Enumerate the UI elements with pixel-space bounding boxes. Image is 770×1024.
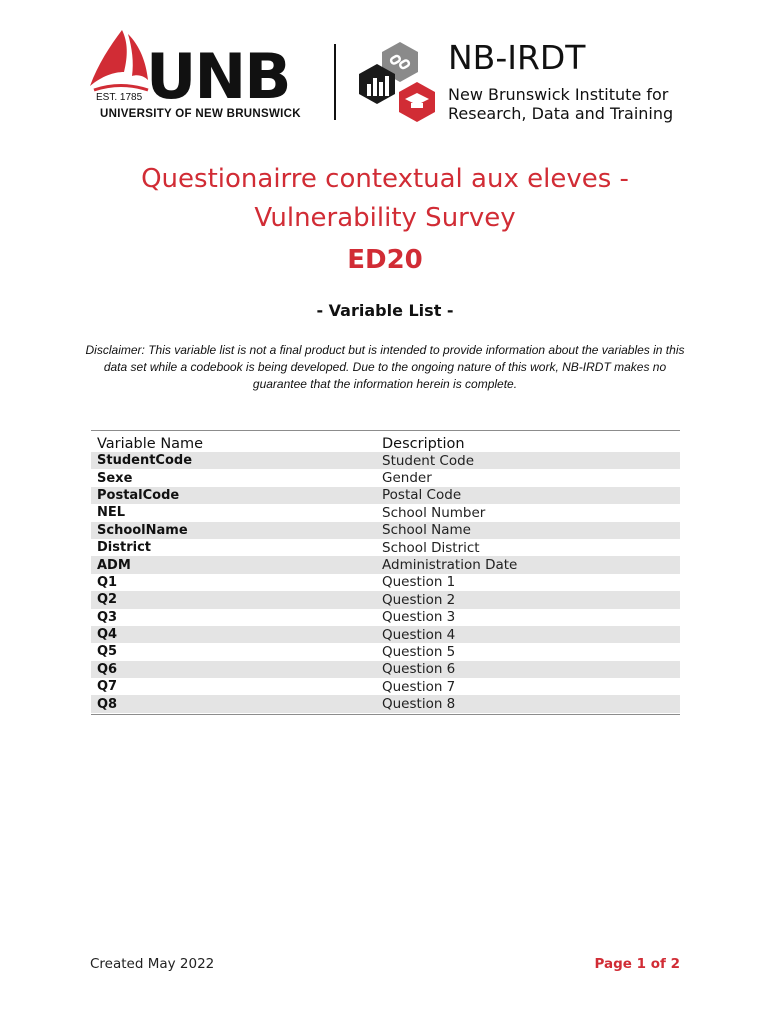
table-row [91, 522, 680, 539]
table-row [91, 609, 680, 626]
description-cell: Question 8 [382, 696, 456, 713]
unb-wordmark: UNB [146, 40, 290, 113]
page-number: Page 1 of 2 [594, 956, 680, 972]
description-cell: School District [382, 539, 480, 556]
description-cell: Question 4 [382, 626, 456, 643]
variable-name-cell: Q5 [97, 644, 118, 660]
description-cell: Question 6 [382, 661, 456, 678]
table-row [91, 539, 680, 556]
table-row [91, 661, 680, 678]
created-date: Created May 2022 [90, 956, 215, 972]
variable-name-cell: Q7 [97, 679, 118, 695]
document-title-line2: Vulnerability Survey [254, 203, 516, 233]
table-row [91, 504, 680, 521]
variable-table [91, 430, 680, 715]
nbirdt-full-name [448, 85, 673, 123]
variable-name-cell: NEL [97, 505, 126, 521]
nbirdt-name-line1: New Brunswick Institute for [448, 85, 669, 104]
unb-logo [88, 28, 320, 124]
document-title-line1: Questionairre contextual aux eleves - [141, 164, 629, 194]
variable-name-cell: District [97, 540, 151, 556]
nbirdt-wordmark: NB-IRDT [448, 38, 586, 77]
description-cell: Question 7 [382, 678, 456, 695]
unb-full-name: UNIVERSITY OF NEW BRUNSWICK [100, 108, 301, 120]
variable-name-cell: ADM [97, 557, 131, 573]
table-row [91, 452, 680, 469]
section-subtitle: - Variable List - [316, 301, 454, 320]
unb-established: EST. 1785 [96, 92, 143, 103]
variable-name-cell: Sexe [97, 470, 133, 486]
description-cell: Administration Date [382, 557, 518, 574]
document-title-code: ED20 [347, 245, 423, 275]
table-row [91, 626, 680, 643]
variable-name-cell: SchoolName [97, 522, 188, 538]
table-row [91, 678, 680, 695]
description-cell: Gender [382, 470, 432, 487]
description-cell: Question 5 [382, 643, 456, 660]
disclaimer-text: Disclaimer: This variable list is not a final product but is intended to provide information about the variables in this data set while a codebook is being developed. Due to the ongoing nature of this work, NB-IRDT makes no guarantee that the information herein is complete. [85, 343, 685, 391]
variable-name-cell: StudentCode [97, 453, 193, 469]
description-cell: School Name [382, 522, 471, 539]
table-row [91, 487, 680, 504]
table-body [91, 452, 680, 714]
description-cell: Student Code [382, 452, 474, 469]
description-cell: Question 1 [382, 574, 456, 591]
header-variable-name: Variable Name [97, 436, 204, 452]
table-row [91, 574, 680, 591]
table-row [91, 469, 680, 486]
nbirdt-name-line2: Research, Data and Training [448, 104, 674, 123]
variable-name-cell: Q4 [97, 627, 118, 643]
table-row [91, 556, 680, 573]
description-cell: School Number [382, 504, 486, 521]
table-row [91, 643, 680, 660]
table-header-row [91, 431, 680, 452]
variable-name-cell: Q1 [97, 574, 118, 590]
variable-name-cell: PostalCode [97, 487, 180, 503]
table-row [91, 591, 680, 608]
variable-name-cell: Q6 [97, 661, 118, 677]
variable-name-cell: Q2 [97, 592, 118, 608]
nbirdt-hexagon-icon [355, 40, 445, 124]
description-cell: Question 2 [382, 591, 456, 608]
description-cell: Postal Code [382, 487, 462, 504]
table-row [91, 695, 680, 712]
variable-name-cell: Q3 [97, 609, 118, 625]
logo-divider [334, 44, 336, 120]
variable-name-cell: Q8 [97, 696, 118, 712]
header-description: Description [382, 436, 465, 452]
description-cell: Question 3 [382, 609, 456, 626]
